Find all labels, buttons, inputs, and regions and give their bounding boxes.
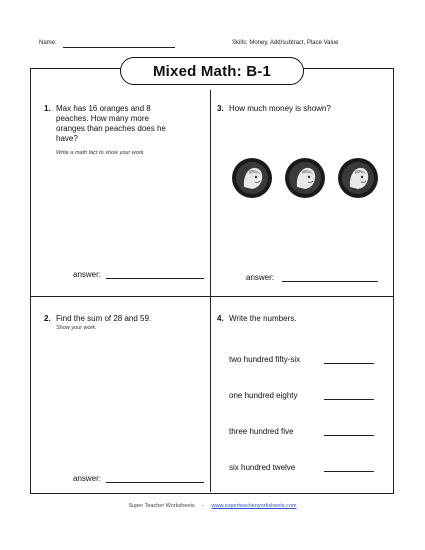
dime-coin-3 <box>337 157 379 199</box>
q1-line-1: Max has 16 oranges and 8 <box>56 104 151 113</box>
q3-number: 3. <box>217 104 224 113</box>
q4-item-4: six hundred twelve <box>229 463 296 472</box>
q4-answer-line-3[interactable] <box>324 435 374 436</box>
q4-answer-line-4[interactable] <box>324 471 374 472</box>
footer-left: Super Teacher Worksheets <box>128 503 195 509</box>
q4-text: Write the numbers. <box>229 314 297 323</box>
q4-number: 4. <box>217 314 224 323</box>
q2-answer-line[interactable] <box>106 482 204 483</box>
q4-answer-line-2[interactable] <box>324 399 374 400</box>
horizontal-divider <box>31 296 393 297</box>
vertical-divider <box>210 90 211 492</box>
q3-text: How much money is shown? <box>229 104 331 113</box>
coin-row <box>231 157 381 203</box>
q3-answer-label: answer: <box>246 273 275 282</box>
q4-item-1: two hundred fifty-six <box>229 355 301 364</box>
footer-separator: - <box>202 503 204 509</box>
page-title-text: Mixed Math: B-1 <box>152 62 271 80</box>
q2-number: 2. <box>44 314 51 323</box>
q1-hint: Write a math fact to show your work. <box>56 150 145 156</box>
q1-line-2: peaches. How many more <box>56 114 149 123</box>
name-line[interactable] <box>63 47 175 48</box>
q1-number: 1. <box>44 104 51 113</box>
name-label: Name: <box>39 40 57 46</box>
skills-text: Skills: Money, Add/subtract, Place Value <box>232 40 339 46</box>
dime-coin-2 <box>284 157 326 199</box>
footer <box>0 503 425 509</box>
q3-answer-line[interactable] <box>282 281 378 282</box>
q2-text: Find the sum of 28 and 59. <box>56 314 152 323</box>
q1-answer-label: answer: <box>73 270 102 279</box>
q2-hint: Show your work. <box>56 325 97 331</box>
dime-coin-1 <box>231 157 273 199</box>
q2-answer-label: answer: <box>73 474 102 483</box>
q4-answer-line-1[interactable] <box>324 363 374 364</box>
q1-line-3: oranges than peaches does he <box>56 124 166 133</box>
q1-answer-line[interactable] <box>106 278 204 279</box>
q4-item-3: three hundred five <box>229 427 294 436</box>
q1-line-4: have? <box>56 134 78 143</box>
q1-text <box>56 104 206 144</box>
footer-link[interactable]: www.superteacherworksheets.com <box>211 503 297 509</box>
page-title <box>120 57 304 85</box>
q4-item-2: one hundred eighty <box>229 391 298 400</box>
